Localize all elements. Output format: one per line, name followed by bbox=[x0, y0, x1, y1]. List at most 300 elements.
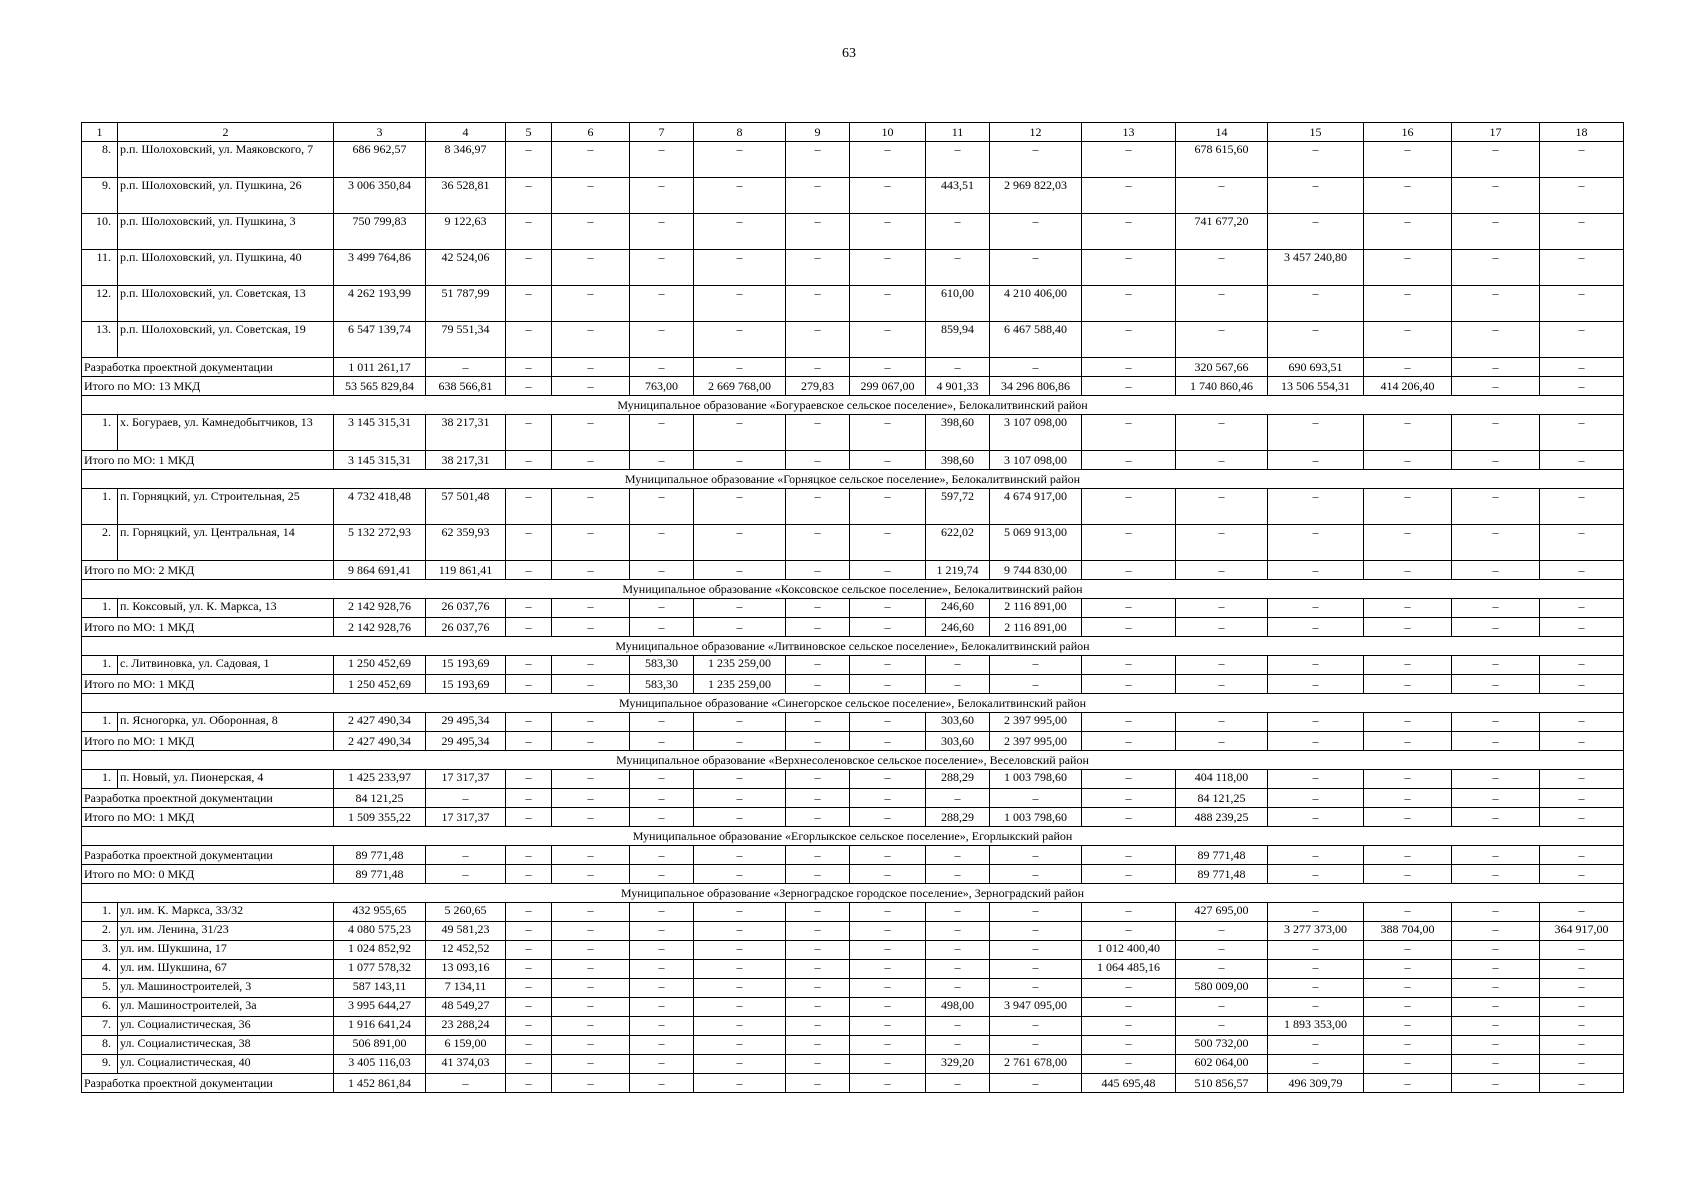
value-cell: 741 677,20 bbox=[1176, 214, 1268, 250]
row-number: 1. bbox=[82, 713, 118, 732]
value-cell: – bbox=[1540, 903, 1624, 922]
value-cell: – bbox=[990, 846, 1082, 865]
value-cell: 3 277 373,00 bbox=[1268, 922, 1364, 941]
value-cell: 51 787,99 bbox=[426, 286, 506, 322]
value-cell: – bbox=[1540, 322, 1624, 358]
row-number: 8. bbox=[82, 1036, 118, 1055]
value-cell: 279,83 bbox=[786, 377, 850, 396]
value-cell: – bbox=[1268, 808, 1364, 827]
value-cell: – bbox=[1364, 846, 1452, 865]
value-cell: 506 891,00 bbox=[334, 1036, 426, 1055]
value-cell: 1 250 452,69 bbox=[334, 675, 426, 694]
value-cell: 62 359,93 bbox=[426, 525, 506, 561]
value-cell: – bbox=[786, 732, 850, 751]
value-cell: – bbox=[1364, 286, 1452, 322]
value-cell: – bbox=[1082, 618, 1176, 637]
value-cell: – bbox=[1176, 599, 1268, 618]
row-number: 9. bbox=[82, 1055, 118, 1074]
value-cell: – bbox=[506, 415, 552, 451]
value-cell: – bbox=[786, 1017, 850, 1036]
value-cell: – bbox=[1268, 415, 1364, 451]
value-cell: – bbox=[1082, 1055, 1176, 1074]
value-cell: – bbox=[1268, 998, 1364, 1017]
value-cell: – bbox=[786, 451, 850, 470]
value-cell: 5 069 913,00 bbox=[990, 525, 1082, 561]
value-cell: – bbox=[850, 451, 926, 470]
column-header: 12 bbox=[990, 123, 1082, 142]
value-cell: – bbox=[1452, 713, 1540, 732]
column-header: 9 bbox=[786, 123, 850, 142]
value-cell: – bbox=[1176, 941, 1268, 960]
value-cell: – bbox=[552, 979, 630, 998]
value-cell: – bbox=[1540, 599, 1624, 618]
value-cell: 57 501,48 bbox=[426, 489, 506, 525]
value-cell: 1 219,74 bbox=[926, 561, 990, 580]
value-cell: – bbox=[786, 415, 850, 451]
value-cell: – bbox=[1452, 489, 1540, 525]
value-cell: – bbox=[1364, 713, 1452, 732]
value-cell: – bbox=[850, 1036, 926, 1055]
value-cell: – bbox=[1540, 808, 1624, 827]
value-cell: 4 080 575,23 bbox=[334, 922, 426, 941]
value-cell: 398,60 bbox=[926, 451, 990, 470]
value-cell: – bbox=[1452, 656, 1540, 675]
value-cell: 13 093,16 bbox=[426, 960, 506, 979]
value-cell: 3 107 098,00 bbox=[990, 415, 1082, 451]
value-cell: – bbox=[506, 142, 552, 178]
value-cell: – bbox=[786, 770, 850, 789]
value-cell: – bbox=[694, 286, 786, 322]
value-cell: – bbox=[1364, 903, 1452, 922]
value-cell: 498,00 bbox=[926, 998, 990, 1017]
value-cell: – bbox=[1452, 789, 1540, 808]
value-cell: – bbox=[990, 250, 1082, 286]
table-row bbox=[82, 525, 1624, 561]
value-cell: – bbox=[1364, 1036, 1452, 1055]
value-cell: – bbox=[630, 618, 694, 637]
value-cell: – bbox=[1176, 451, 1268, 470]
value-cell: – bbox=[1082, 214, 1176, 250]
value-cell: – bbox=[926, 903, 990, 922]
value-cell: – bbox=[990, 1036, 1082, 1055]
value-cell: 2 427 490,34 bbox=[334, 732, 426, 751]
value-cell: – bbox=[786, 599, 850, 618]
value-cell: – bbox=[506, 846, 552, 865]
value-cell: – bbox=[1268, 214, 1364, 250]
value-cell: 610,00 bbox=[926, 286, 990, 322]
value-cell: – bbox=[1082, 561, 1176, 580]
value-cell: – bbox=[1540, 1055, 1624, 1074]
value-cell: – bbox=[552, 1055, 630, 1074]
value-cell: – bbox=[552, 377, 630, 396]
value-cell: – bbox=[850, 979, 926, 998]
value-cell: – bbox=[630, 998, 694, 1017]
value-cell: – bbox=[926, 846, 990, 865]
value-cell: 2 116 891,00 bbox=[990, 599, 1082, 618]
value-cell: – bbox=[1268, 322, 1364, 358]
value-cell: 2 142 928,76 bbox=[334, 599, 426, 618]
value-cell: 36 528,81 bbox=[426, 178, 506, 214]
value-cell: – bbox=[926, 979, 990, 998]
table-row bbox=[82, 214, 1624, 250]
table-row bbox=[82, 656, 1624, 675]
value-cell: – bbox=[1540, 1036, 1624, 1055]
value-cell: – bbox=[506, 1055, 552, 1074]
value-cell: – bbox=[1540, 415, 1624, 451]
value-cell: 2 397 995,00 bbox=[990, 713, 1082, 732]
value-cell: 4 262 193,99 bbox=[334, 286, 426, 322]
value-cell: 89 771,48 bbox=[334, 846, 426, 865]
value-cell: – bbox=[786, 489, 850, 525]
table-row bbox=[82, 142, 1624, 178]
value-cell: – bbox=[1540, 713, 1624, 732]
value-cell: – bbox=[850, 214, 926, 250]
value-cell: 583,30 bbox=[630, 656, 694, 675]
value-cell: – bbox=[630, 941, 694, 960]
address-cell: р.п. Шолоховский, ул. Советская, 13 bbox=[118, 286, 334, 322]
value-cell: 41 374,03 bbox=[426, 1055, 506, 1074]
value-cell: – bbox=[630, 903, 694, 922]
column-header: 14 bbox=[1176, 123, 1268, 142]
address-cell: ул. Машиностроителей, 3а bbox=[118, 998, 334, 1017]
address-cell: п. Новый, ул. Пионерская, 4 bbox=[118, 770, 334, 789]
value-cell: 49 581,23 bbox=[426, 922, 506, 941]
value-cell: 5 132 272,93 bbox=[334, 525, 426, 561]
value-cell: – bbox=[1364, 525, 1452, 561]
value-cell: 1 916 641,24 bbox=[334, 1017, 426, 1036]
row-number: 9. bbox=[82, 178, 118, 214]
value-cell: – bbox=[926, 142, 990, 178]
value-cell: – bbox=[1268, 846, 1364, 865]
value-cell: – bbox=[926, 922, 990, 941]
value-cell: – bbox=[1082, 599, 1176, 618]
value-cell: – bbox=[1452, 808, 1540, 827]
value-cell: – bbox=[506, 789, 552, 808]
value-cell: – bbox=[1364, 941, 1452, 960]
value-cell: 7 134,11 bbox=[426, 979, 506, 998]
value-cell: – bbox=[506, 178, 552, 214]
value-cell: 1 024 852,92 bbox=[334, 941, 426, 960]
value-cell: – bbox=[630, 286, 694, 322]
value-cell: 445 695,48 bbox=[1082, 1074, 1176, 1093]
value-cell: 119 861,41 bbox=[426, 561, 506, 580]
value-cell: – bbox=[1364, 1074, 1452, 1093]
column-header: 5 bbox=[506, 123, 552, 142]
value-cell: – bbox=[1364, 489, 1452, 525]
value-cell: – bbox=[850, 618, 926, 637]
value-cell: – bbox=[926, 865, 990, 884]
section-title: Муниципальное образование «Верхнесоленовское сельское поселение», Веселовский район bbox=[82, 751, 1624, 770]
value-cell: 510 856,57 bbox=[1176, 1074, 1268, 1093]
section-title: Муниципальное образование «Зерноградское городское поселение», Зерноградский район bbox=[82, 884, 1624, 903]
value-cell: – bbox=[694, 561, 786, 580]
value-cell: 89 771,48 bbox=[1176, 865, 1268, 884]
address-cell: р.п. Шолоховский, ул. Пушкина, 26 bbox=[118, 178, 334, 214]
value-cell: – bbox=[1082, 1036, 1176, 1055]
value-cell: – bbox=[694, 250, 786, 286]
value-cell: – bbox=[1082, 979, 1176, 998]
value-cell: – bbox=[1452, 903, 1540, 922]
value-cell: 1 893 353,00 bbox=[1268, 1017, 1364, 1036]
value-cell: – bbox=[630, 451, 694, 470]
value-cell: 12 452,52 bbox=[426, 941, 506, 960]
value-cell: 6 467 588,40 bbox=[990, 322, 1082, 358]
value-cell: 2 397 995,00 bbox=[990, 732, 1082, 751]
value-cell: – bbox=[1364, 451, 1452, 470]
value-cell: 42 524,06 bbox=[426, 250, 506, 286]
value-cell: – bbox=[506, 618, 552, 637]
total-row bbox=[82, 865, 1624, 884]
value-cell: – bbox=[1452, 451, 1540, 470]
value-cell: – bbox=[1268, 960, 1364, 979]
total-row bbox=[82, 808, 1624, 827]
row-number: 1. bbox=[82, 599, 118, 618]
row-number: 13. bbox=[82, 322, 118, 358]
column-header: 18 bbox=[1540, 123, 1624, 142]
value-cell: – bbox=[786, 561, 850, 580]
value-cell: – bbox=[552, 561, 630, 580]
row-number: 10. bbox=[82, 214, 118, 250]
value-cell: – bbox=[1540, 979, 1624, 998]
value-cell: – bbox=[1082, 142, 1176, 178]
value-cell: – bbox=[552, 599, 630, 618]
value-cell: 404 118,00 bbox=[1176, 770, 1268, 789]
value-cell: – bbox=[552, 789, 630, 808]
value-cell: – bbox=[1082, 865, 1176, 884]
value-cell: 9 744 830,00 bbox=[990, 561, 1082, 580]
column-header: 15 bbox=[1268, 123, 1364, 142]
value-cell: – bbox=[1082, 808, 1176, 827]
value-cell: – bbox=[506, 903, 552, 922]
value-cell: – bbox=[1268, 979, 1364, 998]
value-cell: – bbox=[630, 770, 694, 789]
value-cell: 3 006 350,84 bbox=[334, 178, 426, 214]
value-cell: 26 037,76 bbox=[426, 618, 506, 637]
value-cell: – bbox=[1268, 656, 1364, 675]
row-label: Итого по МО: 2 МКД bbox=[82, 561, 334, 580]
value-cell: – bbox=[1364, 979, 1452, 998]
value-cell: – bbox=[630, 525, 694, 561]
value-cell: – bbox=[694, 789, 786, 808]
value-cell: – bbox=[552, 250, 630, 286]
value-cell: 4 210 406,00 bbox=[990, 286, 1082, 322]
address-cell: ул. Социалистическая, 40 bbox=[118, 1055, 334, 1074]
value-cell: – bbox=[850, 865, 926, 884]
column-header: 11 bbox=[926, 123, 990, 142]
value-cell: – bbox=[506, 214, 552, 250]
value-cell: 3 499 764,86 bbox=[334, 250, 426, 286]
value-cell: – bbox=[694, 846, 786, 865]
value-cell: 432 955,65 bbox=[334, 903, 426, 922]
value-cell: – bbox=[1452, 865, 1540, 884]
value-cell: – bbox=[1268, 618, 1364, 637]
value-cell: – bbox=[630, 846, 694, 865]
value-cell: – bbox=[552, 178, 630, 214]
column-header: 16 bbox=[1364, 123, 1452, 142]
value-cell: – bbox=[1540, 1074, 1624, 1093]
value-cell: 34 296 806,86 bbox=[990, 377, 1082, 396]
value-cell: 79 551,34 bbox=[426, 322, 506, 358]
value-cell: – bbox=[1364, 142, 1452, 178]
value-cell: – bbox=[1364, 1017, 1452, 1036]
value-cell: 3 145 315,31 bbox=[334, 451, 426, 470]
value-cell: – bbox=[1540, 846, 1624, 865]
value-cell: – bbox=[630, 358, 694, 377]
value-cell: – bbox=[694, 214, 786, 250]
value-cell: – bbox=[1176, 178, 1268, 214]
value-cell: – bbox=[1540, 142, 1624, 178]
total-row bbox=[82, 451, 1624, 470]
column-header: 8 bbox=[694, 123, 786, 142]
value-cell: – bbox=[552, 1074, 630, 1093]
value-cell: – bbox=[990, 960, 1082, 979]
address-cell: п. Горняцкий, ул. Центральная, 14 bbox=[118, 525, 334, 561]
value-cell: – bbox=[1268, 732, 1364, 751]
value-cell: – bbox=[630, 979, 694, 998]
value-cell: – bbox=[850, 250, 926, 286]
column-header: 17 bbox=[1452, 123, 1540, 142]
value-cell: – bbox=[506, 960, 552, 979]
value-cell: – bbox=[1268, 713, 1364, 732]
value-cell: – bbox=[1452, 525, 1540, 561]
value-cell: – bbox=[1364, 561, 1452, 580]
value-cell: 288,29 bbox=[926, 808, 990, 827]
value-cell: – bbox=[1364, 415, 1452, 451]
value-cell: – bbox=[426, 865, 506, 884]
value-cell: – bbox=[1452, 675, 1540, 694]
value-cell: – bbox=[1540, 789, 1624, 808]
value-cell: – bbox=[694, 903, 786, 922]
value-cell: – bbox=[1452, 618, 1540, 637]
value-cell: – bbox=[926, 960, 990, 979]
value-cell: – bbox=[1452, 377, 1540, 396]
value-cell: – bbox=[1540, 358, 1624, 377]
value-cell: – bbox=[1082, 525, 1176, 561]
value-cell: – bbox=[1540, 214, 1624, 250]
value-cell: – bbox=[1268, 941, 1364, 960]
value-cell: – bbox=[1176, 286, 1268, 322]
value-cell: – bbox=[1540, 561, 1624, 580]
value-cell: 6 547 139,74 bbox=[334, 322, 426, 358]
row-number: 1. bbox=[82, 903, 118, 922]
address-cell: с. Литвиновка, ул. Садовая, 1 bbox=[118, 656, 334, 675]
value-cell: – bbox=[850, 675, 926, 694]
value-cell: – bbox=[1082, 770, 1176, 789]
value-cell: – bbox=[1082, 250, 1176, 286]
value-cell: – bbox=[426, 789, 506, 808]
value-cell: – bbox=[786, 922, 850, 941]
page-number: 63 bbox=[842, 46, 856, 61]
value-cell: – bbox=[630, 214, 694, 250]
table-row bbox=[82, 1036, 1624, 1055]
row-number: 2. bbox=[82, 525, 118, 561]
value-cell: 48 549,27 bbox=[426, 998, 506, 1017]
value-cell: 1 425 233,97 bbox=[334, 770, 426, 789]
value-cell: – bbox=[1364, 675, 1452, 694]
value-cell: – bbox=[426, 358, 506, 377]
value-cell: – bbox=[1268, 451, 1364, 470]
value-cell: 84 121,25 bbox=[334, 789, 426, 808]
row-label: Итого по МО: 0 МКД bbox=[82, 865, 334, 884]
value-cell: – bbox=[552, 922, 630, 941]
value-cell: 1 235 259,00 bbox=[694, 675, 786, 694]
value-cell: – bbox=[1268, 1055, 1364, 1074]
total-row bbox=[82, 377, 1624, 396]
value-cell: – bbox=[694, 1055, 786, 1074]
value-cell: – bbox=[786, 808, 850, 827]
value-cell: – bbox=[786, 1036, 850, 1055]
value-cell: – bbox=[786, 178, 850, 214]
row-label: Итого по МО: 1 МКД bbox=[82, 618, 334, 637]
value-cell: – bbox=[552, 489, 630, 525]
value-cell: – bbox=[1452, 922, 1540, 941]
value-cell: – bbox=[926, 1036, 990, 1055]
value-cell: – bbox=[694, 178, 786, 214]
row-number: 1. bbox=[82, 489, 118, 525]
value-cell: – bbox=[1176, 732, 1268, 751]
value-cell: – bbox=[630, 1074, 694, 1093]
row-number: 8. bbox=[82, 142, 118, 178]
value-cell: 1 003 798,60 bbox=[990, 808, 1082, 827]
value-cell: 329,20 bbox=[926, 1055, 990, 1074]
value-cell: 17 317,37 bbox=[426, 770, 506, 789]
value-cell: – bbox=[850, 599, 926, 618]
value-cell: 1 064 485,16 bbox=[1082, 960, 1176, 979]
section-row bbox=[82, 751, 1624, 770]
value-cell: – bbox=[506, 770, 552, 789]
value-cell: 443,51 bbox=[926, 178, 990, 214]
value-cell: – bbox=[506, 922, 552, 941]
value-cell: – bbox=[506, 865, 552, 884]
value-cell: – bbox=[1452, 1055, 1540, 1074]
address-cell: п. Горняцкий, ул. Строительная, 25 bbox=[118, 489, 334, 525]
value-cell: – bbox=[630, 732, 694, 751]
value-cell: – bbox=[990, 358, 1082, 377]
value-cell: – bbox=[694, 618, 786, 637]
value-cell: – bbox=[630, 960, 694, 979]
value-cell: – bbox=[506, 998, 552, 1017]
value-cell: – bbox=[506, 656, 552, 675]
value-cell: – bbox=[506, 250, 552, 286]
value-cell: 246,60 bbox=[926, 599, 990, 618]
value-cell: – bbox=[506, 358, 552, 377]
value-cell: – bbox=[850, 142, 926, 178]
value-cell: – bbox=[552, 903, 630, 922]
value-cell: – bbox=[1364, 656, 1452, 675]
column-header: 3 bbox=[334, 123, 426, 142]
value-cell: – bbox=[1082, 451, 1176, 470]
table-row bbox=[82, 979, 1624, 998]
address-cell: ул. им. Шукшина, 67 bbox=[118, 960, 334, 979]
value-cell: 26 037,76 bbox=[426, 599, 506, 618]
value-cell: – bbox=[990, 789, 1082, 808]
value-cell: – bbox=[552, 770, 630, 789]
value-cell: – bbox=[990, 903, 1082, 922]
value-cell: 3 145 315,31 bbox=[334, 415, 426, 451]
value-cell: – bbox=[786, 214, 850, 250]
value-cell: 2 669 768,00 bbox=[694, 377, 786, 396]
value-cell: – bbox=[1176, 250, 1268, 286]
value-cell: – bbox=[694, 979, 786, 998]
value-cell: – bbox=[1082, 322, 1176, 358]
value-cell: – bbox=[786, 941, 850, 960]
value-cell: – bbox=[786, 865, 850, 884]
value-cell: 1 235 259,00 bbox=[694, 656, 786, 675]
value-cell: – bbox=[630, 865, 694, 884]
value-cell: – bbox=[506, 1017, 552, 1036]
value-cell: 1 509 355,22 bbox=[334, 808, 426, 827]
value-cell: – bbox=[850, 489, 926, 525]
